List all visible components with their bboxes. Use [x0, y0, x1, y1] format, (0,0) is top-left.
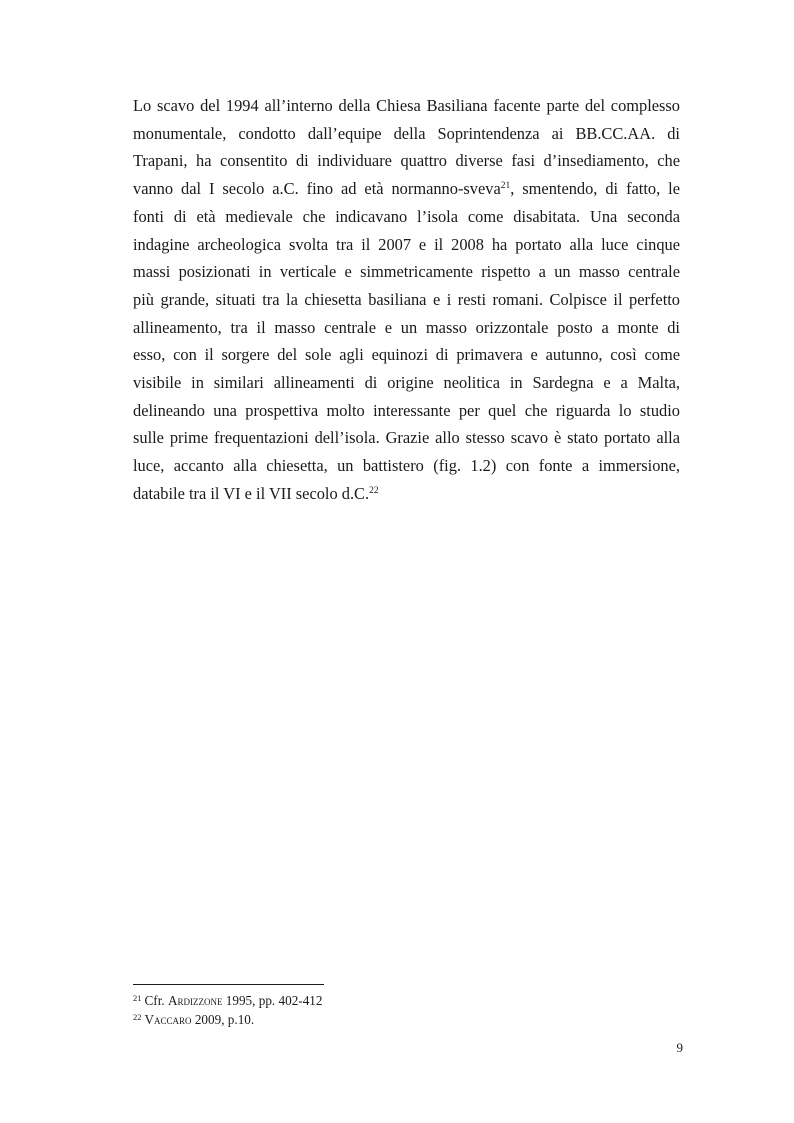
- footnote-prefix: Cfr.: [144, 993, 165, 1008]
- text-line: delineando una prospettiva molto interessante per quel che riguarda lo studio: [133, 400, 680, 420]
- text-line-with-note: [133, 175, 680, 203]
- text-line: massi posizionati in verticale e simmetricamente rispetto a un masso centrale: [133, 262, 680, 282]
- footnote-22: [133, 1011, 680, 1030]
- text-line: indagine archeologica svolta tra il 2007 e il 2008 ha portato alla luce cinque: [133, 234, 680, 254]
- text-line-with-note: [133, 480, 680, 508]
- footnote-number: 22: [133, 1011, 142, 1022]
- footnote-21: [133, 992, 680, 1011]
- text-line: Lo scavo del 1994 all’interno della Chiesa Basiliana facente parte del complesso: [133, 96, 680, 115]
- footnotes: [133, 992, 680, 1029]
- text-segment: vanno dal I secolo a.C. fino ad età normanno-sveva: [133, 179, 501, 199]
- text-line: luce, accanto alla chiesetta, un battistero (fig. 1.2) con fonte a immersione,: [133, 456, 680, 476]
- footnote-reference-22[interactable]: 22: [369, 485, 379, 496]
- text-line: visibile in similari allineamenti di origine neolitica in Sardegna e a Malta,: [133, 373, 680, 393]
- text-line: più grande, situati tra la chiesetta basiliana e i resti romani. Colpisce il perfetto: [133, 289, 680, 309]
- page-number: 9: [676, 1040, 683, 1055]
- text-line: fonti di età medievale che indicavano l’isola come disabitata. Una seconda: [133, 206, 680, 226]
- body-paragraph: [133, 92, 680, 508]
- footnote-number: 21: [133, 993, 142, 1003]
- text-line: sulle prime frequentazioni dell’isola. Grazie allo stesso scavo è stato portato alla: [133, 428, 680, 448]
- text-line: allineamento, tra il masso centrale e un masso orizzontale posto a monte di: [133, 317, 680, 337]
- footnote-author: Ardizzone: [167, 993, 223, 1008]
- footnote-reference-21[interactable]: 21: [500, 181, 511, 192]
- text-line: monumentale, condotto dall’equipe della Soprintendenza ai BB.CC.AA. di: [133, 123, 680, 143]
- footnote-citation: 2009, p.10.: [194, 1011, 255, 1027]
- text-line: esso, con il sorgere del sole agli equinozi di primavera e autunno, così come: [133, 345, 680, 365]
- footnote-separator: [133, 984, 324, 985]
- text-segment: , smentendo, di fatto, le: [510, 179, 681, 199]
- text-line: Trapani, ha consentito di individuare quattro diverse fasi d’insediamento, che: [133, 151, 680, 171]
- footnote-citation: 1995, pp. 402-412: [225, 993, 323, 1008]
- text-segment: databile tra il VI e il VII secolo d.C.: [133, 483, 370, 503]
- footnote-author: Vaccaro: [144, 1011, 192, 1027]
